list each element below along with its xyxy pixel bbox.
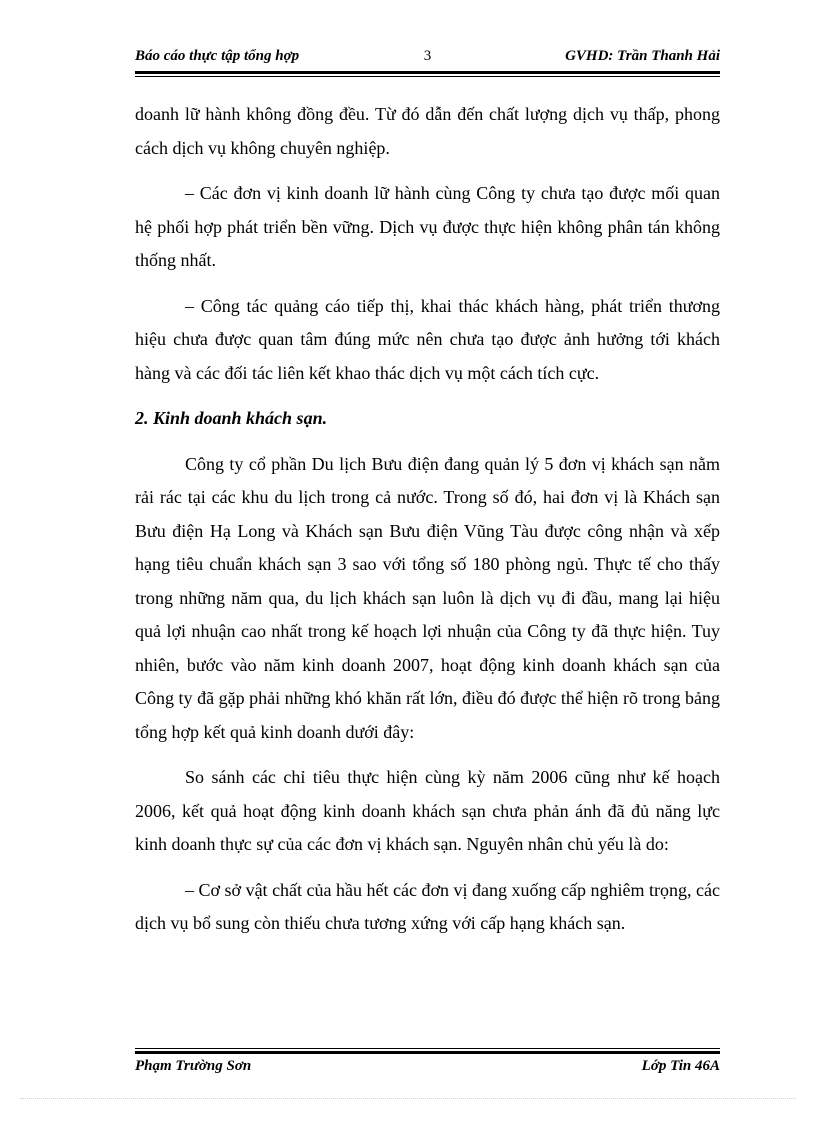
- footer-rule-thin: [135, 1048, 720, 1049]
- paragraph-4: Công ty cổ phần Du lịch Bưu điện đang quản lý 5 đơn vị khách sạn nằm rải rác tại các khu du lịch trong cả nước. Trong số đó, hai đơn vị là Khách sạn Bưu điện Hạ Long và Khách sạn Bưu điện Vũng Tàu được công nhận và xếp hạng tiêu chuẩn khách sạn 3 sao với tổng số 180 phòng ngủ. Thực tế cho thấy trong những năm qua, du lịch khách sạn luôn là dịch vụ đi đầu, mang lại hiệu quả lợi nhuận cao nhất trong kế hoạch lợi nhuận của Công ty đã thực hiện. Tuy nhiên, bước vào năm kinh doanh 2007, hoạt động kinh doanh khách sạn của Công ty đã gặp phải những khó khăn rất lớn, điều đó được thể hiện rõ trong bảng tổng hợp kết quả kinh doanh dưới đây:: [135, 453, 720, 742]
- paragraph-2: – Các đơn vị kinh doanh lữ hành cùng Công ty chưa tạo được mối quan hệ phối hợp phát triển bền vững. Dịch vụ được thực hiện không phân tán không thống nhất.: [135, 183, 720, 270]
- page-header: [135, 48, 720, 70]
- header-rule-thin: [135, 76, 720, 77]
- section-heading: 2. Kinh doanh khách sạn.: [135, 408, 328, 428]
- body-content: [135, 98, 720, 953]
- header-report-title: Báo cáo thực tập tổng hợp: [135, 48, 300, 64]
- paragraph-5: So sánh các chỉ tiêu thực hiện cùng kỳ năm 2006 cũng như kế hoạch 2006, kết quả hoạt động kinh doanh khách sạn chưa phản ánh đã đủ năng lực kinh doanh thực sự của các đơn vị khách sạn. Nguyên nhân chủ yếu là do:: [135, 767, 720, 854]
- footer-rule-thick: [135, 1051, 720, 1054]
- header-advisor: GVHD: Trần Thanh Hải: [565, 48, 720, 64]
- footer-author: Phạm Trường Sơn: [135, 1058, 252, 1074]
- page-footer: [135, 1058, 720, 1080]
- paragraph-3: – Công tác quảng cáo tiếp thị, khai thác khách hàng, phát triển thương hiệu chưa được quan tâm đúng mức nên chưa tạo được ảnh hưởng tới khách hàng và các đối tác liên kết khao thác dịch vụ một cách tích cực.: [135, 295, 720, 383]
- header-page-number: 3: [423, 48, 432, 64]
- header-rule-thick: [135, 71, 720, 74]
- page-bottom-border: [20, 1098, 796, 1099]
- paragraph-1: doanh lữ hành không đồng đều. Từ đó dẫn đến chất lượng dịch vụ thấp, phong cách dịch vụ không chuyên nghiệp.: [135, 104, 720, 158]
- paragraph-6: – Cơ sở vật chất của hầu hết các đơn vị đang xuống cấp nghiêm trọng, các dịch vụ bổ sung còn thiếu chưa tương xứng với cấp hạng khách sạn.: [135, 879, 720, 933]
- footer-class: Lớp Tin 46A: [641, 1058, 720, 1074]
